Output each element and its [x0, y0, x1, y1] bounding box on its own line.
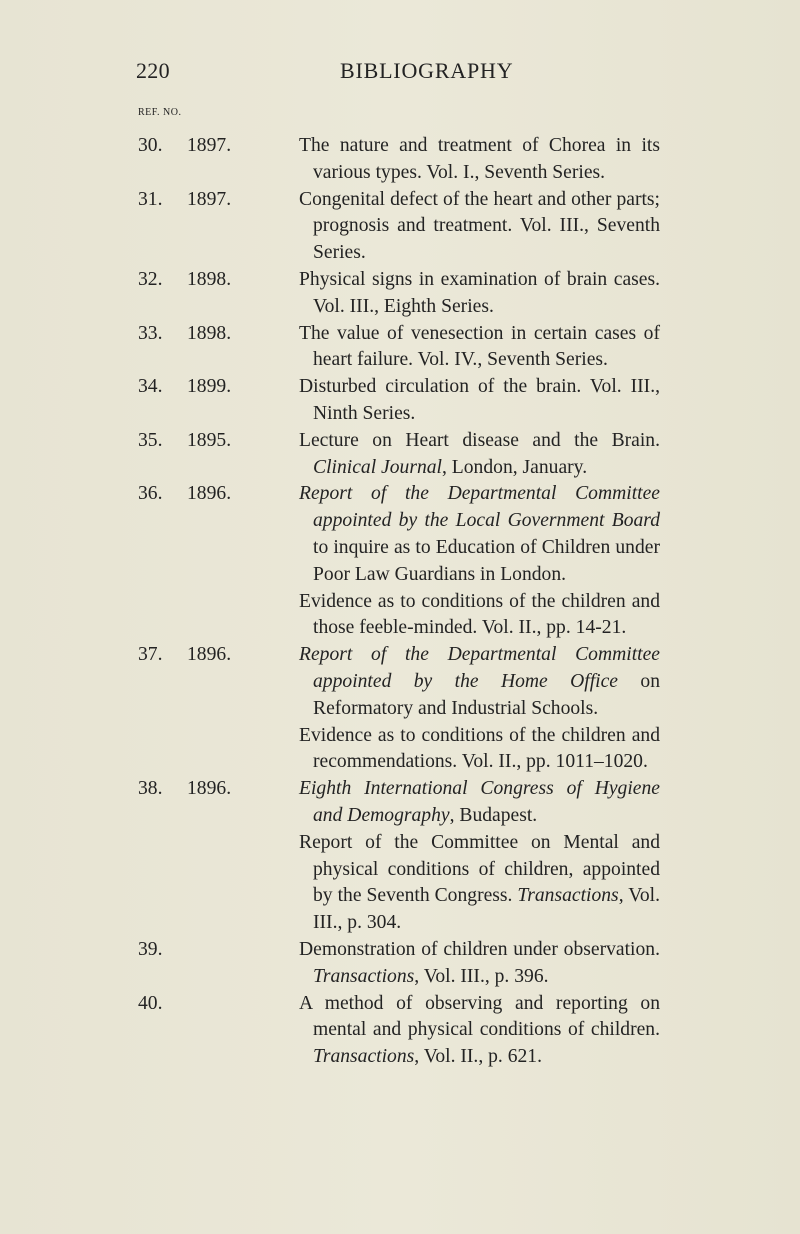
entry-number: 31.	[138, 188, 163, 210]
entry-text-run: Demonstration of children under observation.	[299, 938, 660, 960]
entry-year: 1896.	[187, 644, 232, 666]
entry-title-italic: Transactions	[313, 1046, 415, 1068]
entry-paragraph	[299, 428, 660, 482]
entry-year: 1899.	[187, 376, 232, 398]
entry-paragraph	[299, 321, 660, 375]
bibliography-entry	[0, 991, 800, 1071]
entry-title-italic: Clinical Journal	[313, 456, 442, 478]
entry-text-run: Evidence as to conditions of the children and recommendations. Vol. II., pp. 1011–1020.	[299, 724, 660, 773]
entry-text	[299, 267, 660, 321]
entry-year: 1897.	[187, 188, 232, 210]
entry-text-run: Congenital defect of the heart and other parts; prognosis and treatment. Vol. III., Seventh Series.	[299, 188, 660, 264]
page-header	[0, 58, 800, 88]
entry-paragraph	[299, 589, 660, 643]
entry-paragraph	[299, 481, 660, 588]
entry-number: 33.	[138, 322, 163, 344]
entry-title-italic: Eighth International Congress of Hygiene and Demography	[299, 778, 660, 826]
reference-number-label: REF. NO.	[138, 107, 182, 118]
entry-text	[299, 321, 660, 375]
entry-text	[299, 991, 660, 1071]
entry-year: 1895.	[187, 429, 232, 451]
bibliography-entry	[0, 321, 800, 375]
page-number: 220	[136, 58, 170, 83]
entry-text-run: , Vol. II., p. 621.	[414, 1046, 542, 1068]
bibliography-entry	[0, 428, 800, 482]
entry-year: 1898.	[187, 322, 232, 344]
entry-text-run: to inquire as to Education of Children under Poor Law Guardians in London.	[313, 536, 660, 585]
entry-title-italic: Transactions	[313, 965, 415, 987]
entry-number: 36.	[138, 483, 163, 505]
entry-text	[299, 481, 660, 642]
entry-paragraph	[299, 776, 660, 830]
entry-year: 1896.	[187, 483, 232, 505]
entry-text-run: Report of the Committee on Mental and physical conditions of children, appointed by the Seventh Congress.	[299, 831, 660, 907]
entry-number: 30.	[138, 135, 163, 156]
entry-paragraph	[299, 374, 660, 428]
entry-number: 32.	[138, 268, 163, 290]
entry-text	[299, 133, 660, 187]
running-title: BIBLIOGRAPHY	[340, 58, 514, 83]
entry-title-italic: Report of the Departmental Committee appointed by the Local Government Board	[299, 483, 660, 532]
entry-title-italic: Report of the Departmental Committee appointed by the Home Office	[299, 644, 660, 692]
entry-paragraph	[299, 937, 660, 991]
bibliography-entry	[0, 133, 800, 187]
bibliography-entry	[0, 776, 800, 937]
entry-year: 1896.	[187, 778, 232, 800]
bibliography-list	[0, 133, 800, 1071]
entry-paragraph	[299, 991, 660, 1071]
entry-text-run: on Reformatory and Industrial Schools.	[313, 670, 660, 719]
entry-text	[299, 776, 660, 937]
entry-number: 38.	[138, 778, 163, 800]
entry-number: 37.	[138, 644, 163, 666]
entry-paragraph	[299, 133, 660, 187]
entry-paragraph	[299, 187, 660, 267]
entry-paragraph	[299, 267, 660, 321]
entry-text-run: The value of venesection in certain cases of heart failure. Vol. IV., Seventh Series.	[299, 322, 660, 371]
entry-text-run: , London, January.	[442, 456, 588, 478]
bibliography-entry	[0, 187, 800, 267]
bibliography-entry	[0, 481, 800, 642]
entry-text	[299, 937, 660, 991]
entry-text-run: Physical signs in examination of brain cases. Vol. III., Eighth Series.	[299, 268, 660, 317]
entry-paragraph	[299, 830, 660, 937]
entry-number: 40.	[138, 992, 163, 1014]
entry-title-italic: Transactions	[517, 885, 619, 907]
entry-text-run: , Budapest.	[449, 804, 538, 826]
entry-number: 35.	[138, 429, 163, 451]
entry-text-run: , Vol. III., p. 396.	[414, 965, 549, 987]
bibliography-entry	[0, 267, 800, 321]
entry-text	[299, 374, 660, 428]
entry-year: 1898.	[187, 268, 232, 290]
entry-number: 39.	[138, 938, 163, 960]
entry-paragraph	[299, 723, 660, 777]
bibliography-entry	[0, 937, 800, 991]
entry-year: 1897.	[187, 135, 232, 156]
entry-text	[299, 428, 660, 482]
entry-text-run: Disturbed circulation of the brain. Vol. III., Ninth Series.	[299, 376, 660, 424]
bibliography-entry	[0, 374, 800, 428]
entry-text-run: The nature and treatment of Chorea in its various types. Vol. I., Seventh Series.	[299, 135, 660, 183]
entry-paragraph	[299, 642, 660, 722]
entry-text-run: , Vol. III., p. 304.	[313, 885, 660, 934]
entry-text-run: Lecture on Heart disease and the Brain.	[299, 429, 660, 451]
bibliography-entry	[0, 642, 800, 776]
entry-text-run: Evidence as to conditions of the children and those feeble-minded. Vol. II., pp. 14-21.	[299, 590, 660, 639]
entry-number: 34.	[138, 376, 163, 398]
entry-text	[299, 642, 660, 776]
entry-text	[299, 187, 660, 267]
entry-text-run: A method of observing and reporting on mental and physical conditions of children.	[299, 992, 660, 1041]
